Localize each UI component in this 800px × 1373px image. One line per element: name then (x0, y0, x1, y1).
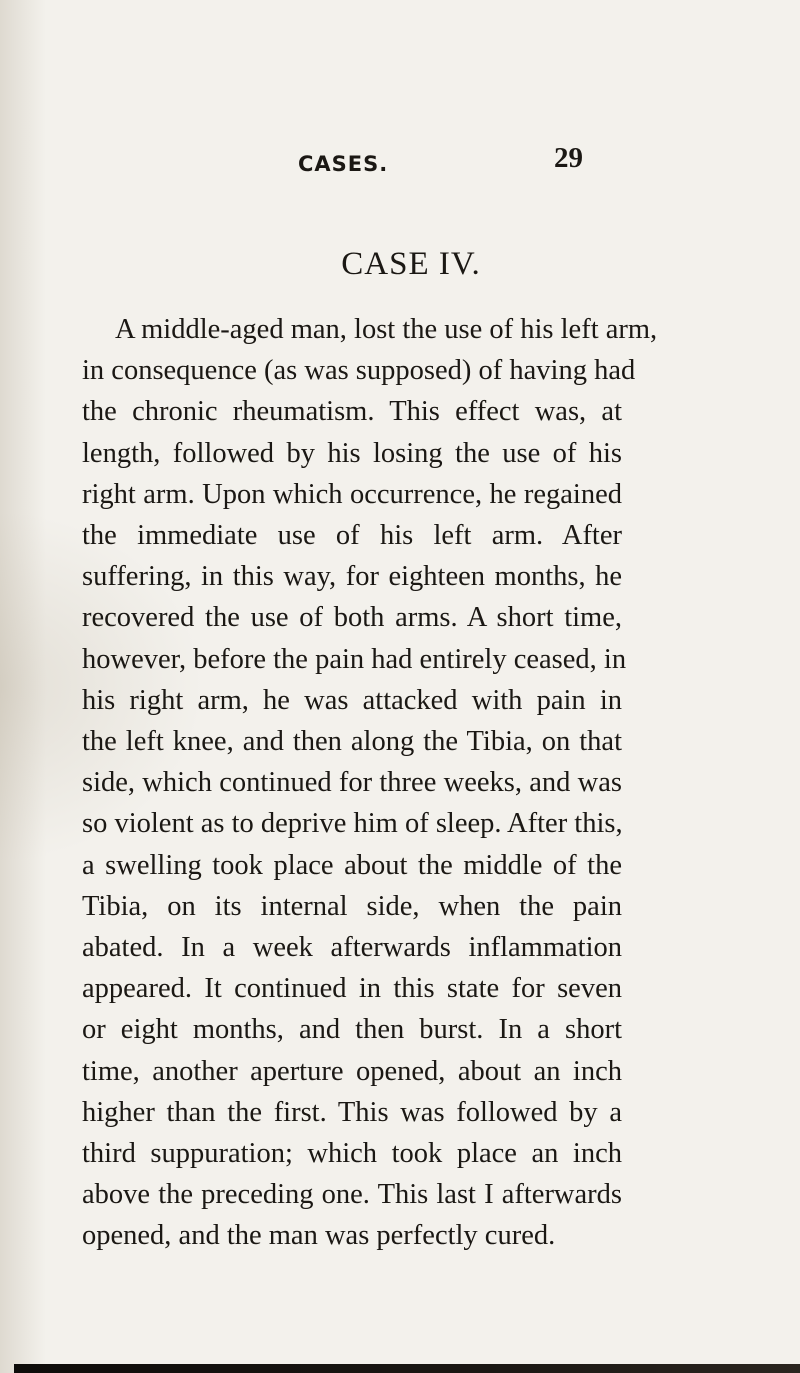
text-line: higher than the first. This was followed by a (82, 1096, 622, 1128)
text-line: the chronic rheumatism. This effect was, at (82, 396, 622, 428)
case-body-text (82, 309, 658, 1257)
text-line: Tibia, on its internal side, when the pain (82, 890, 622, 922)
text-line: time, another aperture opened, about an inch (82, 1055, 622, 1087)
text-line: so violent as to deprive him of sleep. After this, (82, 808, 623, 840)
text-line: length, followed by his losing the use of his (82, 437, 622, 469)
text-line: right arm. Upon which occurrence, he regained (82, 478, 622, 510)
text-line: the left knee, and then along the Tibia, on that (82, 726, 622, 758)
running-head (0, 142, 800, 182)
text-line: suffering, in this way, for eighteen months, he (82, 561, 622, 593)
text-line: above the preceding one. This last I afterwards (82, 1179, 622, 1211)
case-title: CASE IV. (341, 246, 481, 282)
text-line: or eight months, and then burst. In a short (82, 1014, 622, 1046)
text-line: appeared. It continued in this state for seven (82, 973, 622, 1005)
page-edge-shadow (14, 1364, 800, 1373)
text-line: A middle-aged man, lost the use of his left arm, (115, 314, 658, 345)
text-line: a swelling took place about the middle of the (82, 849, 622, 881)
text-line: side, which continued for three weeks, and was (82, 767, 622, 799)
text-line: the immediate use of his left arm. After (82, 520, 622, 552)
text-line: abated. In a week afterwards inflammation (82, 932, 622, 964)
text-line: his right arm, he was attacked with pain in (82, 684, 622, 716)
text-line: third suppuration; which took place an inch (82, 1138, 622, 1170)
page-number: 29 (554, 142, 583, 174)
text-line: opened, and the man was perfectly cured. (82, 1220, 556, 1252)
text-line: recovered the use of both arms. A short time, (82, 602, 622, 634)
text-line: in consequence (as was supposed) of having had (82, 355, 636, 387)
text-line: however, before the pain had entirely ceased, in (82, 643, 627, 675)
running-title: CASES. (298, 152, 389, 176)
